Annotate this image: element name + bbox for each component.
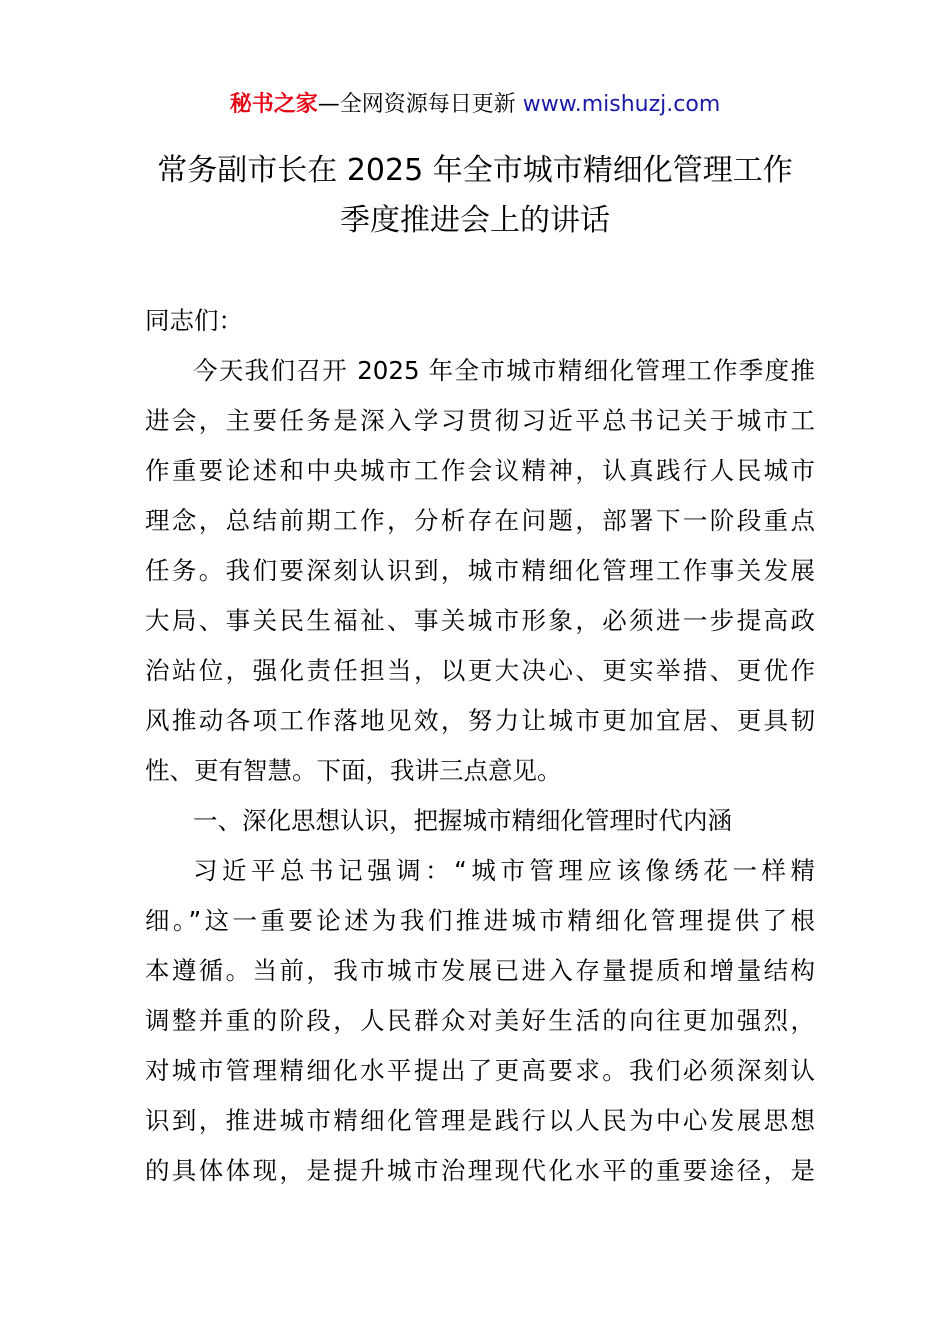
section-heading-1: 一、深化思想认识，把握城市精细化管理时代内涵 [193,806,732,835]
text-line-12: 细。”这一重要论述为我们推进城市精细化管理提供了根 [145,906,815,935]
text-line-11: 习近平总书记强调：“城市管理应该像绣花一样精 [193,856,815,885]
text-line-9: 性、更有智慧。下面，我讲三点意见。 [145,756,562,785]
text-line-6: 大局、事关民生福祉、事关城市形象，必须进一步提高政 [145,606,815,635]
site-brand: 秘书之家 [229,92,318,117]
text-line-1: 今天我们召开 2025 年全市城市精细化管理工作季度推 [193,356,815,385]
text-line-4: 理念，总结前期工作，分析存在问题，部署下一阶段重点 [145,506,815,535]
text-line-16: 识到，推进城市精细化管理是践行以人民为中心发展思想 [145,1106,815,1135]
text-line-8: 风推动各项工作落地见效，努力让城市更加宜居、更具韧 [145,706,815,735]
salutation: 同志们： [145,306,243,335]
site-tagline: —全网资源每日更新 [317,92,523,117]
document-body [145,296,815,1196]
title-line-1: 常务副市长在 2025 年全市城市精细化管理工作 [157,153,793,188]
text-line-15: 对城市管理精细化水平提出了更高要求。我们必须深刻认 [145,1056,815,1085]
text-line-5: 任务。我们要深刻认识到，城市精细化管理工作事关发展 [145,556,815,585]
title-line-2: 季度推进会上的讲话 [340,203,610,238]
text-line-13: 本遵循。当前，我市城市发展已进入存量提质和增量结构 [145,956,815,985]
text-line-2: 进会，主要任务是深入学习贯彻习近平总书记关于城市工 [145,406,815,435]
site-header [0,90,950,120]
text-line-3: 作重要论述和中央城市工作会议精神，认真践行人民城市 [145,456,815,485]
text-line-14: 调整并重的阶段，人民群众对美好生活的向往更加强烈， [145,1006,815,1035]
text-line-17: 的具体体现，是提升城市治理现代化水平的重要途径，是 [145,1156,815,1185]
text-line-7: 治站位，强化责任担当，以更大决心、更实举措、更优作 [145,656,815,685]
document-title [0,146,950,246]
site-url-link[interactable]: www.mishuzj.com [522,92,721,117]
